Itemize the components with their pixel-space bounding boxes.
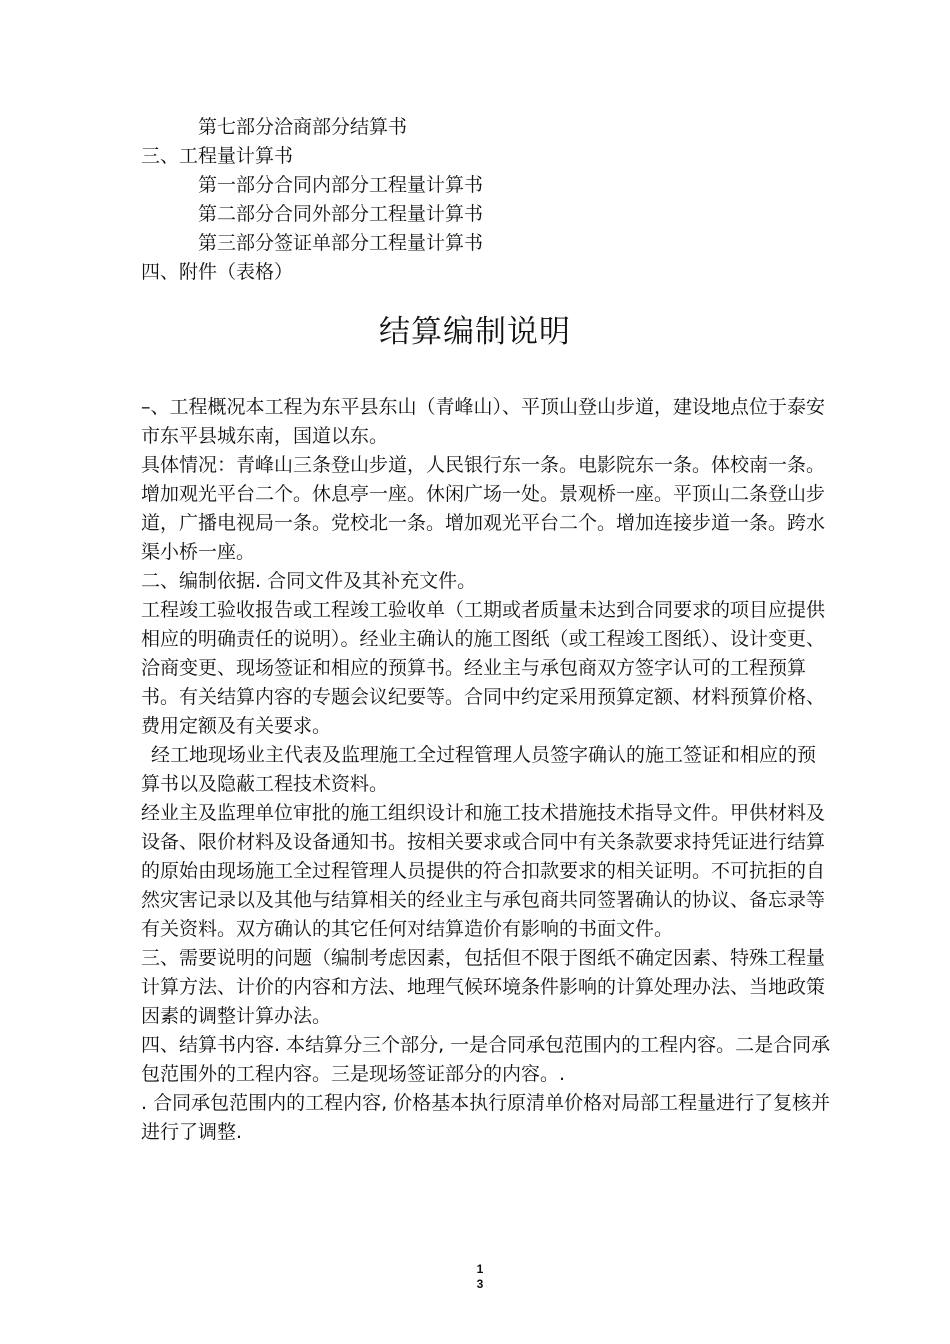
paragraph-issues: 三、需要说明的问题（编制考虑因素，包括但不限于图纸不确定因素、特殊工程量计算方法、计价的内容和方法、地理气候环境条件影响的计算处理办法、当地政策因素的调整计算办法。 bbox=[141, 947, 826, 1027]
toc-item: 第一部分合同内部分工程量计算书 bbox=[198, 174, 484, 196]
toc-item: 第二部分合同外部分工程量计算书 bbox=[198, 203, 484, 225]
paragraph-site-visa: 经工地现场业主代表及监理施工全过程管理人员签字确认的施工签证和相应的预算书以及隐蔽工程技术资料。 bbox=[141, 744, 817, 795]
paragraph-overview: –、工程概况本工程为东平县东山（青峰山）、平顶山登山步道，建设地点位于泰安市东平县城东南，国道以东。 bbox=[141, 396, 826, 447]
page-number bbox=[470, 1262, 490, 1292]
page-title: 结算编制说明 bbox=[379, 314, 571, 350]
page-number-line2: 3 bbox=[476, 1277, 484, 1291]
toc-item: 四、附件（表格） bbox=[141, 261, 294, 283]
table-of-contents bbox=[141, 113, 841, 287]
paragraph-contract-scope: . 合同承包范围内的工程内容, 价格基本执行原清单价格对局部工程量进行了复核并进行了调整. bbox=[141, 1092, 831, 1143]
paragraph-approval: 经业主及监理单位审批的施工组织设计和施工技术措施技术指导文件。甲供材料及设备、限价材料及设备通知书。按相关要求或合同中有关条款要求持凭证进行结算的原始由现场施工全过程管理人员提供的符合扣款要求的相关证明。不可抗拒的自然灾害记录以及其他与结算相关的经业主与承包商共同签署确认的协议、备忘录等有关资料。双方确认的其它任何对结算造价有影响的书面文件。 bbox=[141, 802, 826, 940]
paragraph-details: 具体情况：青峰山三条登山步道，人民银行东一条。电影院东一条。体校南一条。增加观光平台二个。休息亭一座。休闲广场一处。景观桥一座。平顶山二条登山步道，广播电视局一条。党校北一条。增加观光平台二个。增加连接步道一条。跨水渠小桥一座。 bbox=[141, 454, 826, 563]
page-number-line1: 1 bbox=[476, 1262, 484, 1276]
paragraph-acceptance: 工程竣工验收报告或工程竣工验收单（工期或者质量未达到合同要求的项目应提供相应的明确责任的说明）。经业主确认的施工图纸（或工程竣工图纸）、设计变更、洽商变更、现场签证和相应的预算书。经业主与承包商双方签字认可的工程预算书。有关结算内容的专题会议纪要等。合同中约定采用预算定额、材料预算价格、费用定额及有关要求。 bbox=[141, 599, 826, 737]
document-body bbox=[141, 393, 831, 1147]
paragraph-basis-heading: 二、编制依据. 合同文件及其补充文件。 bbox=[141, 570, 477, 592]
toc-item: 第三部分签证单部分工程量计算书 bbox=[198, 232, 484, 254]
toc-item: 三、工程量计算书 bbox=[141, 145, 294, 167]
paragraph-contents: 四、结算书内容. 本结算分三个部分, 一是合同承包范围内的工程内容。二是合同承包范围外的工程内容。三是现场签证部分的内容。. bbox=[141, 1034, 831, 1085]
toc-item: 第七部分洽商部分结算书 bbox=[198, 116, 408, 138]
